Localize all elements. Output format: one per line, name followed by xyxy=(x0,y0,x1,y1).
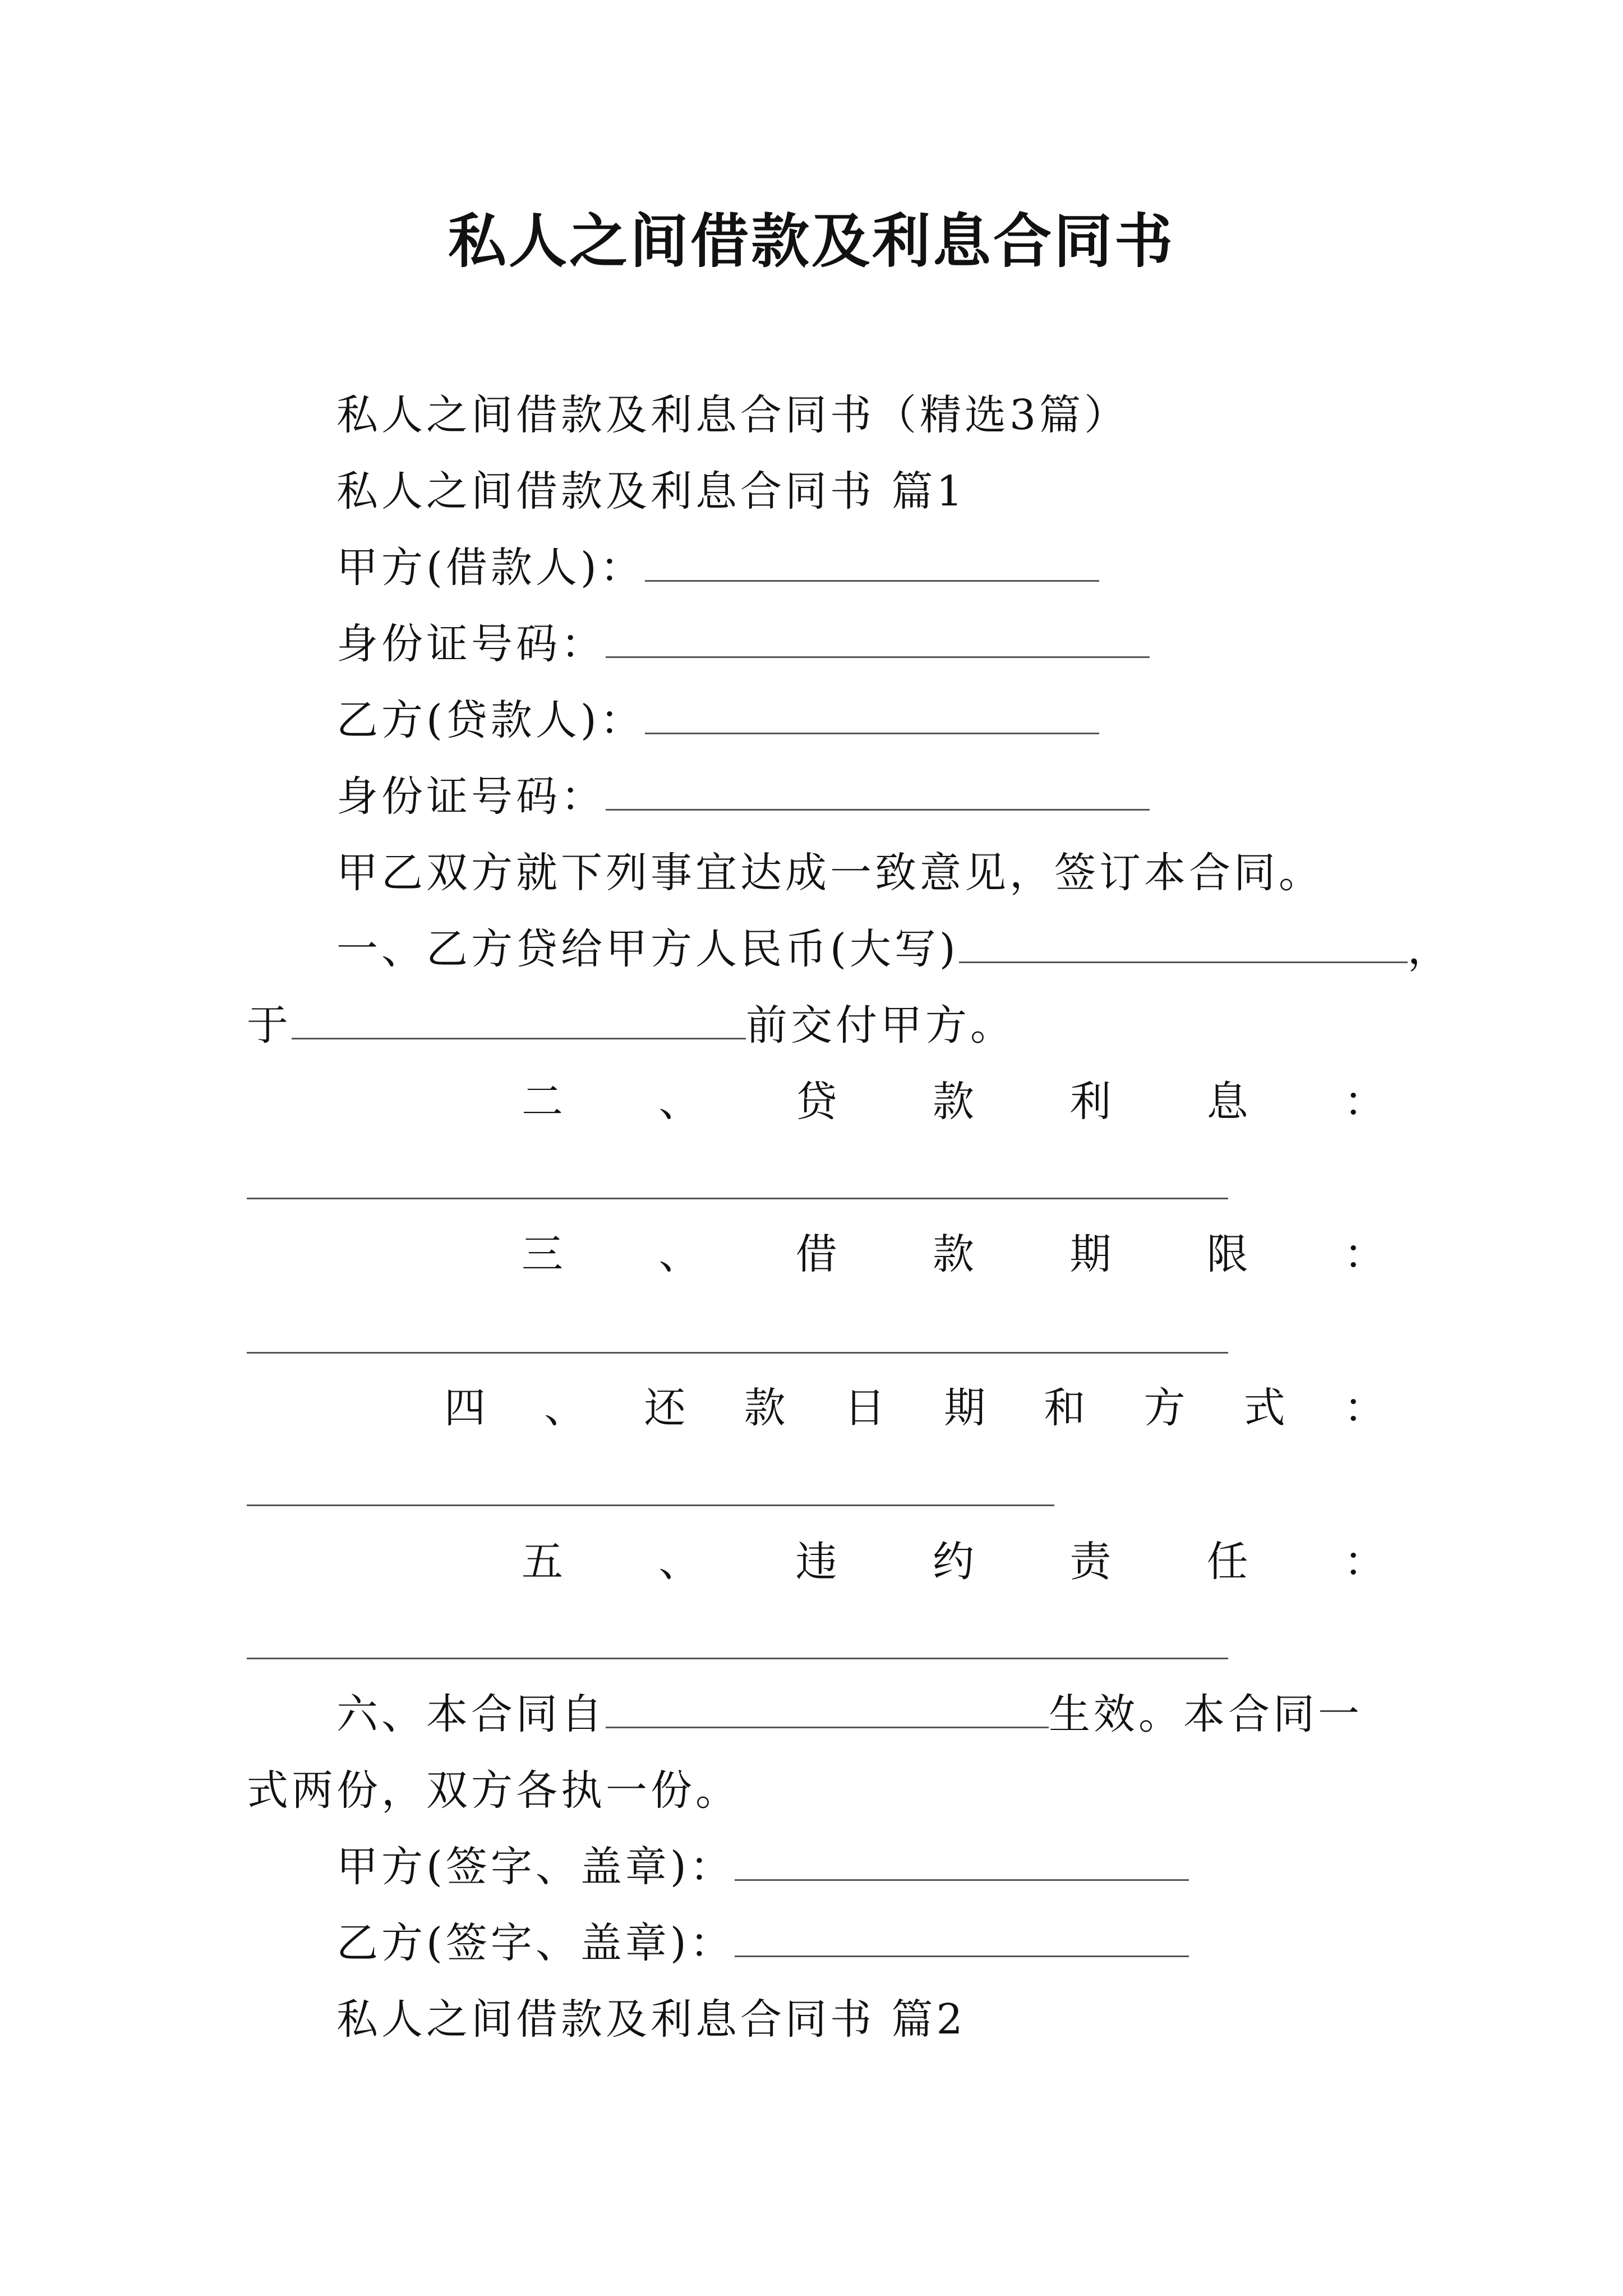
clause-2-char: 、 xyxy=(658,1078,700,1126)
clause-3-char: 借 xyxy=(795,1230,837,1278)
sign-a-row xyxy=(247,1839,1385,1895)
party-b-row xyxy=(247,692,1385,748)
clause-4-heading xyxy=(247,1380,1385,1436)
clause-6-date-blank xyxy=(606,1691,1049,1728)
party-a-id-row xyxy=(247,616,1385,672)
clause-6-line-2: 式两份，双方各执一份。 xyxy=(247,1766,740,1815)
party-b-id-label: 身份证号码： xyxy=(336,772,606,821)
clause-1-suffix: 前交付甲方。 xyxy=(746,1001,1015,1050)
clause-3-char: 限 xyxy=(1206,1230,1248,1278)
clause-4-char: 日 xyxy=(843,1384,886,1432)
clause-3-char: 期 xyxy=(1069,1230,1112,1278)
clause-6-prefix: 六、本合同自 xyxy=(336,1690,606,1738)
party-a-id-blank xyxy=(606,620,1150,658)
clause-2-char: 息 xyxy=(1206,1078,1248,1126)
clause-5-char: 责 xyxy=(1069,1538,1112,1586)
clause-3-blank xyxy=(247,1352,1228,1354)
clause-5-char: 五 xyxy=(522,1538,563,1586)
clause-1-part1: 一、乙方贷给甲方人民币(大写) xyxy=(336,925,959,973)
clause-4-char: 、 xyxy=(544,1384,586,1432)
clause-2-char: ： xyxy=(1343,1078,1385,1126)
part1-heading: 私人之间借款及利息合同书 篇1 xyxy=(336,467,966,516)
clause-5-char: 、 xyxy=(658,1538,700,1586)
agreement-intro: 甲乙双方就下列事宜达成一致意见，签订本合同。 xyxy=(336,849,1324,897)
clause-2-char: 贷 xyxy=(795,1078,837,1126)
clause-4-char: 和 xyxy=(1044,1384,1086,1432)
clause-3-char: 、 xyxy=(658,1230,700,1278)
clause-1-comma: ， xyxy=(1407,925,1453,973)
sign-b-row xyxy=(247,1915,1385,1971)
party-b-label: 乙方(贷款人)： xyxy=(336,696,645,744)
clause-3-char: 款 xyxy=(932,1230,974,1278)
clause-2-heading xyxy=(247,1074,1385,1130)
clause-4-char: 四 xyxy=(444,1384,486,1432)
clause-4-char: 还 xyxy=(644,1384,686,1432)
clause-4-char: 款 xyxy=(744,1384,786,1432)
clause-6-line-1 xyxy=(247,1686,1385,1742)
clause-4-char: 期 xyxy=(944,1384,986,1432)
clause-4-char: 方 xyxy=(1144,1384,1186,1432)
clause-1-date-blank xyxy=(292,1002,746,1039)
party-a-row xyxy=(247,540,1385,596)
clause-3-heading xyxy=(247,1226,1385,1282)
sign-a-blank xyxy=(735,1843,1189,1881)
clause-6-suffix: 生效。本合同一 xyxy=(1049,1690,1363,1738)
clause-1-amount-blank xyxy=(959,926,1408,963)
party-b-id-blank xyxy=(606,773,1150,811)
party-a-label: 甲方(借款人)： xyxy=(336,544,645,592)
sign-a-label: 甲方(签字、盖章)： xyxy=(336,1843,735,1891)
party-b-id-row xyxy=(247,769,1385,825)
clause-1-line-1 xyxy=(247,921,1453,977)
clause-1-line-2 xyxy=(247,997,1385,1053)
part2-heading: 私人之间借款及利息合同书 篇2 xyxy=(336,1995,966,2044)
sign-b-label: 乙方(签字、盖章)： xyxy=(336,1919,735,1967)
clause-4-blank xyxy=(247,1504,1054,1506)
party-b-blank xyxy=(645,697,1099,734)
document-subtitle: 私人之间借款及利息合同书（精选3篇） xyxy=(336,391,1129,439)
party-a-blank xyxy=(645,544,1099,582)
clause-4-char: 式 xyxy=(1243,1384,1285,1432)
clause-5-blank xyxy=(247,1658,1228,1659)
clause-5-heading xyxy=(247,1534,1385,1590)
sign-b-blank xyxy=(735,1920,1189,1957)
clause-2-char: 款 xyxy=(932,1078,974,1126)
clause-5-char: ： xyxy=(1343,1538,1385,1586)
clause-2-char: 利 xyxy=(1069,1078,1112,1126)
clause-3-char: ： xyxy=(1343,1230,1385,1278)
party-a-id-label: 身份证号码： xyxy=(336,620,606,668)
clause-2-blank xyxy=(247,1198,1228,1199)
clause-5-char: 约 xyxy=(932,1538,974,1586)
clause-1-prefix: 于 xyxy=(247,1001,292,1050)
clause-4-char: ： xyxy=(1343,1384,1385,1432)
document-title: 私人之间借款及利息合同书 xyxy=(448,206,1175,275)
clause-5-char: 违 xyxy=(795,1538,837,1586)
clause-2-char: 二 xyxy=(522,1078,563,1126)
clause-5-char: 任 xyxy=(1206,1538,1248,1586)
clause-3-char: 三 xyxy=(522,1230,563,1278)
